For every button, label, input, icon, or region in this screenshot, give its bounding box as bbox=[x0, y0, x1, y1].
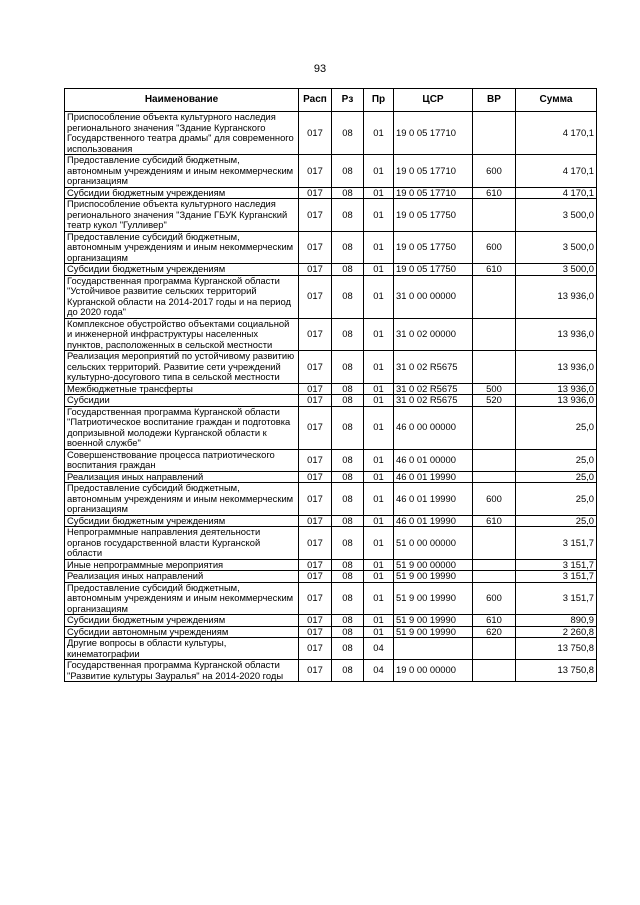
row-pr: 01 bbox=[364, 155, 394, 188]
row-csr: 19 0 00 00000 bbox=[394, 660, 473, 682]
table-row bbox=[65, 559, 597, 571]
row-rz: 08 bbox=[332, 187, 364, 199]
row-pr: 01 bbox=[364, 559, 394, 571]
row-vr: 610 bbox=[473, 515, 516, 527]
row-rz: 08 bbox=[332, 449, 364, 471]
row-rz: 08 bbox=[332, 615, 364, 627]
row-rasp: 017 bbox=[299, 638, 332, 660]
row-vr: 600 bbox=[473, 155, 516, 188]
row-pr: 01 bbox=[364, 527, 394, 560]
row-vr: 520 bbox=[473, 395, 516, 407]
row-pr: 01 bbox=[364, 318, 394, 351]
row-vr bbox=[473, 527, 516, 560]
row-rz: 08 bbox=[332, 275, 364, 318]
row-name: Субсидии бюджетным учреждениям bbox=[65, 187, 299, 199]
row-vr: 600 bbox=[473, 231, 516, 264]
row-pr: 01 bbox=[364, 187, 394, 199]
table-row bbox=[65, 527, 597, 560]
table-row bbox=[65, 351, 597, 384]
row-vr: 600 bbox=[473, 582, 516, 615]
row-rz: 08 bbox=[332, 582, 364, 615]
table-row bbox=[65, 112, 597, 155]
header-sum: Сумма bbox=[516, 89, 597, 112]
row-rz: 08 bbox=[332, 527, 364, 560]
row-csr: 19 0 05 17710 bbox=[394, 187, 473, 199]
row-rz: 08 bbox=[332, 199, 364, 232]
row-csr: 19 0 05 17710 bbox=[394, 112, 473, 155]
row-rasp: 017 bbox=[299, 395, 332, 407]
table-row bbox=[65, 660, 597, 682]
row-sum: 25,0 bbox=[516, 515, 597, 527]
row-vr: 500 bbox=[473, 383, 516, 395]
row-pr: 01 bbox=[364, 112, 394, 155]
row-rasp: 017 bbox=[299, 471, 332, 483]
table-row bbox=[65, 264, 597, 276]
row-sum: 25,0 bbox=[516, 483, 597, 516]
table-row bbox=[65, 275, 597, 318]
header-vr: ВР bbox=[473, 89, 516, 112]
row-vr: 600 bbox=[473, 483, 516, 516]
row-vr bbox=[473, 559, 516, 571]
row-name: Комплексное обустройство объектами социальной и инженерной инфраструктуры населенных пунктов, расположенных в сельской местности bbox=[65, 318, 299, 351]
row-vr bbox=[473, 406, 516, 449]
row-name: Государственная программа Курганской области "Развитие культуры Зауралья" на 2014-2020 годы bbox=[65, 660, 299, 682]
table-row bbox=[65, 187, 597, 199]
row-sum: 3 500,0 bbox=[516, 199, 597, 232]
row-rz: 08 bbox=[332, 471, 364, 483]
row-rasp: 017 bbox=[299, 406, 332, 449]
row-vr: 620 bbox=[473, 626, 516, 638]
row-rz: 08 bbox=[332, 626, 364, 638]
row-sum: 25,0 bbox=[516, 471, 597, 483]
row-rasp: 017 bbox=[299, 187, 332, 199]
row-pr: 01 bbox=[364, 199, 394, 232]
row-rasp: 017 bbox=[299, 351, 332, 384]
row-rz: 08 bbox=[332, 571, 364, 583]
row-pr: 01 bbox=[364, 615, 394, 627]
table-header-row bbox=[65, 89, 597, 112]
table-row bbox=[65, 383, 597, 395]
row-vr: 610 bbox=[473, 615, 516, 627]
row-rz: 08 bbox=[332, 264, 364, 276]
row-name: Приспособление объекта культурного наследия регионального значения "Здание ГБУК Курганский театр кукол "Гулливер" bbox=[65, 199, 299, 232]
row-name: Предоставление субсидий бюджетным, автономным учреждениям и иным некоммерческим организациям bbox=[65, 231, 299, 264]
table-row bbox=[65, 155, 597, 188]
row-pr: 01 bbox=[364, 582, 394, 615]
row-csr: 46 0 01 19990 bbox=[394, 483, 473, 516]
row-rz: 08 bbox=[332, 660, 364, 682]
table-row bbox=[65, 471, 597, 483]
row-pr: 04 bbox=[364, 660, 394, 682]
row-rasp: 017 bbox=[299, 155, 332, 188]
row-pr: 01 bbox=[364, 483, 394, 516]
row-csr: 46 0 00 00000 bbox=[394, 406, 473, 449]
row-sum: 4 170,1 bbox=[516, 155, 597, 188]
table-row bbox=[65, 626, 597, 638]
row-rasp: 017 bbox=[299, 615, 332, 627]
row-rz: 08 bbox=[332, 231, 364, 264]
row-sum: 3 151,7 bbox=[516, 571, 597, 583]
row-sum: 3 151,7 bbox=[516, 559, 597, 571]
row-pr: 01 bbox=[364, 471, 394, 483]
row-rz: 08 bbox=[332, 483, 364, 516]
row-name: Субсидии автономным учреждениям bbox=[65, 626, 299, 638]
row-vr bbox=[473, 660, 516, 682]
row-csr: 19 0 05 17710 bbox=[394, 155, 473, 188]
row-name: Предоставление субсидий бюджетным, автономным учреждениям и иным некоммерческим организациям bbox=[65, 483, 299, 516]
row-name: Субсидии бюджетным учреждениям bbox=[65, 615, 299, 627]
row-sum: 2 260,8 bbox=[516, 626, 597, 638]
header-pr: Пр bbox=[364, 89, 394, 112]
table-row bbox=[65, 318, 597, 351]
row-vr bbox=[473, 449, 516, 471]
row-rasp: 017 bbox=[299, 582, 332, 615]
row-csr: 51 9 00 19990 bbox=[394, 582, 473, 615]
row-sum: 3 500,0 bbox=[516, 231, 597, 264]
row-pr: 01 bbox=[364, 275, 394, 318]
row-csr: 31 0 02 00000 bbox=[394, 318, 473, 351]
row-csr: 51 9 00 19990 bbox=[394, 571, 473, 583]
row-csr: 46 0 01 19990 bbox=[394, 515, 473, 527]
header-rz: Рз bbox=[332, 89, 364, 112]
row-pr: 01 bbox=[364, 351, 394, 384]
row-rasp: 017 bbox=[299, 275, 332, 318]
row-rasp: 017 bbox=[299, 264, 332, 276]
row-rz: 08 bbox=[332, 406, 364, 449]
row-csr: 51 9 00 19990 bbox=[394, 615, 473, 627]
row-csr: 19 0 05 17750 bbox=[394, 231, 473, 264]
row-rasp: 017 bbox=[299, 383, 332, 395]
row-csr: 51 0 00 00000 bbox=[394, 527, 473, 560]
row-sum: 3 151,7 bbox=[516, 527, 597, 560]
row-name: Приспособление объекта культурного наследия регионального значения "Здание Курганского Государственного театра драмы" для современного использования bbox=[65, 112, 299, 155]
row-name: Непрограммные направления деятельности органов государственной власти Курганской области bbox=[65, 527, 299, 560]
row-pr: 01 bbox=[364, 449, 394, 471]
row-rz: 08 bbox=[332, 383, 364, 395]
table-row bbox=[65, 406, 597, 449]
row-name: Государственная программа Курганской области "Патриотическое воспитание граждан и подготовка допризывной молодежи Курганской области к военной службе" bbox=[65, 406, 299, 449]
row-sum: 13 936,0 bbox=[516, 318, 597, 351]
row-rasp: 017 bbox=[299, 515, 332, 527]
row-pr: 01 bbox=[364, 515, 394, 527]
table-row bbox=[65, 395, 597, 407]
row-vr bbox=[473, 275, 516, 318]
row-sum: 3 151,7 bbox=[516, 582, 597, 615]
row-csr: 46 0 01 19990 bbox=[394, 471, 473, 483]
row-rz: 08 bbox=[332, 155, 364, 188]
row-name: Совершенствование процесса патриотического воспитания граждан bbox=[65, 449, 299, 471]
row-vr: 610 bbox=[473, 187, 516, 199]
row-pr: 01 bbox=[364, 571, 394, 583]
row-csr: 46 0 01 00000 bbox=[394, 449, 473, 471]
row-rz: 08 bbox=[332, 395, 364, 407]
row-csr: 31 0 02 R5675 bbox=[394, 395, 473, 407]
row-csr: 31 0 00 00000 bbox=[394, 275, 473, 318]
row-rasp: 017 bbox=[299, 571, 332, 583]
row-rasp: 017 bbox=[299, 660, 332, 682]
row-name: Реализация иных направлений bbox=[65, 571, 299, 583]
row-name: Другие вопросы в области культуры, кинематографии bbox=[65, 638, 299, 660]
row-csr: 19 0 05 17750 bbox=[394, 264, 473, 276]
table-row bbox=[65, 638, 597, 660]
row-sum: 3 500,0 bbox=[516, 264, 597, 276]
row-vr bbox=[473, 351, 516, 384]
row-sum: 13 936,0 bbox=[516, 275, 597, 318]
row-rz: 08 bbox=[332, 112, 364, 155]
row-pr: 01 bbox=[364, 383, 394, 395]
row-rasp: 017 bbox=[299, 449, 332, 471]
row-name: Субсидии bbox=[65, 395, 299, 407]
row-pr: 01 bbox=[364, 264, 394, 276]
table-row bbox=[65, 515, 597, 527]
row-rz: 08 bbox=[332, 318, 364, 351]
row-sum: 4 170,1 bbox=[516, 112, 597, 155]
row-name: Субсидии бюджетным учреждениям bbox=[65, 515, 299, 527]
row-sum: 890,9 bbox=[516, 615, 597, 627]
table-row bbox=[65, 483, 597, 516]
table-body bbox=[65, 112, 597, 682]
row-sum: 4 170,1 bbox=[516, 187, 597, 199]
page-number: 93 bbox=[313, 63, 327, 75]
row-rasp: 017 bbox=[299, 483, 332, 516]
row-vr: 610 bbox=[473, 264, 516, 276]
row-pr: 04 bbox=[364, 638, 394, 660]
row-name: Предоставление субсидий бюджетным, автономным учреждениям и иным некоммерческим организациям bbox=[65, 582, 299, 615]
row-vr bbox=[473, 638, 516, 660]
row-pr: 01 bbox=[364, 395, 394, 407]
row-name: Государственная программа Курганской области "Устойчивое развитие сельских территорий Курганской области на 2014-2017 годы и на период до 2020 года" bbox=[65, 275, 299, 318]
row-name: Реализация иных направлений bbox=[65, 471, 299, 483]
row-name: Иные непрограммные мероприятия bbox=[65, 559, 299, 571]
table-row bbox=[65, 199, 597, 232]
row-rasp: 017 bbox=[299, 559, 332, 571]
row-vr bbox=[473, 199, 516, 232]
row-rasp: 017 bbox=[299, 527, 332, 560]
row-name: Субсидии бюджетным учреждениям bbox=[65, 264, 299, 276]
row-vr bbox=[473, 318, 516, 351]
row-name: Реализация мероприятий по устойчивому развитию сельских территорий. Развитие сети учреждений культурно-досугового типа в сельской местности bbox=[65, 351, 299, 384]
row-csr: 31 0 02 R5675 bbox=[394, 351, 473, 384]
row-name: Предоставление субсидий бюджетным, автономным учреждениям и иным некоммерческим организациям bbox=[65, 155, 299, 188]
row-sum: 25,0 bbox=[516, 449, 597, 471]
row-csr: 51 9 00 00000 bbox=[394, 559, 473, 571]
row-rz: 08 bbox=[332, 351, 364, 384]
row-rz: 08 bbox=[332, 515, 364, 527]
row-vr bbox=[473, 571, 516, 583]
table-row bbox=[65, 582, 597, 615]
row-pr: 01 bbox=[364, 626, 394, 638]
row-rz: 08 bbox=[332, 638, 364, 660]
budget-table bbox=[64, 88, 597, 682]
row-rasp: 017 bbox=[299, 231, 332, 264]
row-sum: 13 750,8 bbox=[516, 660, 597, 682]
row-pr: 01 bbox=[364, 406, 394, 449]
row-pr: 01 bbox=[364, 231, 394, 264]
header-rasp: Расп bbox=[299, 89, 332, 112]
row-sum: 13 936,0 bbox=[516, 395, 597, 407]
row-rasp: 017 bbox=[299, 199, 332, 232]
row-csr: 19 0 05 17750 bbox=[394, 199, 473, 232]
table-row bbox=[65, 231, 597, 264]
row-rz: 08 bbox=[332, 559, 364, 571]
row-vr bbox=[473, 112, 516, 155]
row-name: Межбюджетные трансферты bbox=[65, 383, 299, 395]
row-csr: 31 0 02 R5675 bbox=[394, 383, 473, 395]
table-row bbox=[65, 615, 597, 627]
row-rasp: 017 bbox=[299, 112, 332, 155]
header-name: Наименование bbox=[65, 89, 299, 112]
table-row bbox=[65, 449, 597, 471]
header-csr: ЦСР bbox=[394, 89, 473, 112]
row-sum: 25,0 bbox=[516, 406, 597, 449]
row-csr bbox=[394, 638, 473, 660]
row-rasp: 017 bbox=[299, 626, 332, 638]
row-sum: 13 936,0 bbox=[516, 383, 597, 395]
row-sum: 13 750,8 bbox=[516, 638, 597, 660]
row-sum: 13 936,0 bbox=[516, 351, 597, 384]
table-row bbox=[65, 571, 597, 583]
row-csr: 51 9 00 19990 bbox=[394, 626, 473, 638]
row-rasp: 017 bbox=[299, 318, 332, 351]
row-vr bbox=[473, 471, 516, 483]
